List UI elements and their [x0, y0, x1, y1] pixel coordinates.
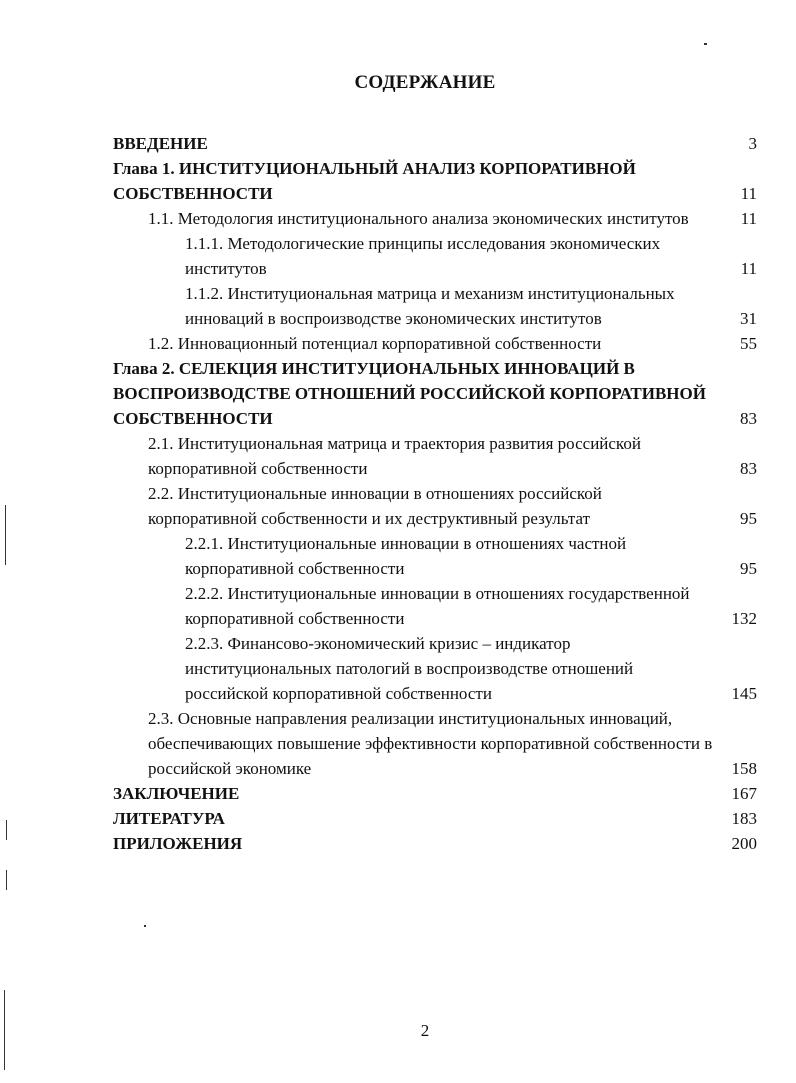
- toc-entry-text: Глава 1. ИНСТИТУЦИОНАЛЬНЫЙ АНАЛИЗ КОРПОРАТИВНОЙ СОБСТВЕННОСТИ: [113, 159, 636, 203]
- toc-entry-text: 1.2. Инновационный потенциал корпоративной собственности: [148, 334, 602, 353]
- toc-entry-text: 1.1.2. Институциональная матрица и механизм институциональных инноваций в воспроизводстве экономических институтов: [185, 284, 675, 328]
- toc-entry-text: 2.3. Основные направления реализации институциональных инноваций, обеспечивающих повышение эффективности корпоративной собственности в российской экономике: [148, 709, 713, 778]
- toc-entry-page: 31: [740, 309, 757, 328]
- toc-entry-page: 158: [731, 759, 757, 778]
- page-number: 2: [420, 1021, 430, 1040]
- toc-entry-text: 2.1. Институциональная матрица и траектория развития российской корпоративной собственности: [148, 434, 641, 478]
- scan-artifact: [144, 925, 146, 927]
- toc-entry-page: 145: [731, 684, 757, 703]
- toc-entry-page: 11: [740, 259, 757, 278]
- toc-entry-page: 11: [740, 184, 757, 203]
- toc-entry-section-2-3: [113, 706, 763, 781]
- scan-artifact: [4, 990, 5, 1070]
- toc-entry-page: 83: [740, 409, 757, 428]
- toc-entry-text: ЗАКЛЮЧЕНИЕ: [113, 784, 240, 803]
- toc-entry-text: ВВЕДЕНИЕ: [113, 134, 208, 153]
- scan-artifact: [704, 43, 707, 45]
- toc-entry-text: 2.2.2. Институциональные инновации в отношениях государственной корпоративной собственности: [185, 584, 690, 628]
- toc-entry-page: 11: [740, 209, 757, 228]
- toc-entry-page: 95: [740, 559, 757, 578]
- scan-artifact: [6, 870, 7, 890]
- toc-entry-text: ПРИЛОЖЕНИЯ: [113, 834, 243, 853]
- toc-entry-page: 55: [740, 334, 757, 353]
- toc-entry-page: 132: [731, 609, 757, 628]
- toc-entry-text: 2.2.1. Институциональные инновации в отношениях частной корпоративной собственности: [185, 534, 627, 578]
- toc-entry-text: 1.1.1. Методологические принципы исследования экономических институтов: [185, 234, 661, 278]
- toc-entry-text: 1.1. Методология институционального анализа экономических институтов: [148, 209, 689, 228]
- toc-entry-text: ЛИТЕРАТУРА: [113, 809, 225, 828]
- toc-entry-text: 2.2.3. Финансово-экономический кризис – индикатор институциональных патологий в воспроизводстве отношений российской корпоративной собственности: [185, 634, 634, 703]
- toc-entry-section-1-2: [113, 331, 763, 356]
- toc-entry-section-1-1: [113, 206, 763, 231]
- toc-entry-subsection-2-2-3: [113, 631, 763, 706]
- scan-artifact: [6, 820, 7, 840]
- toc-entry-subsection-1-1-1: [113, 231, 763, 281]
- toc-entry-introduction: [113, 131, 763, 156]
- toc-entry-subsection-1-1-2: [113, 281, 763, 331]
- toc-entry-page: 167: [731, 784, 757, 803]
- toc-entry-page: 3: [748, 134, 757, 153]
- toc-entry-page: 95: [740, 509, 757, 528]
- toc-entry-section-2-1: [113, 431, 763, 481]
- toc-entry-chapter-1: [113, 156, 763, 206]
- toc-entry-section-2-2: [113, 481, 763, 531]
- toc-entry-text: Глава 2. СЕЛЕКЦИЯ ИНСТИТУЦИОНАЛЬНЫХ ИННОВАЦИЙ В ВОСПРОИЗВОДСТВЕ ОТНОШЕНИЙ РОССИЙСКОЙ КОРПОРАТИВНОЙ СОБСТВЕННОСТИ: [113, 359, 706, 428]
- toc-entry-subsection-2-2-2: [113, 581, 763, 631]
- toc-entry-page: 83: [740, 459, 757, 478]
- toc-entry-chapter-2: [113, 356, 763, 431]
- toc-entry-conclusion: [113, 781, 763, 806]
- toc-entry-subsection-2-2-1: [113, 531, 763, 581]
- toc-entry-page: 200: [731, 834, 757, 853]
- toc-entry-appendices: [113, 831, 763, 856]
- toc-entry-text: 2.2. Институциональные инновации в отношениях российской корпоративной собственности и их деструктивный результат: [148, 484, 602, 528]
- toc-entry-literature: [113, 806, 763, 831]
- page-title: СОДЕРЖАНИЕ: [354, 72, 496, 93]
- toc-entry-page: 183: [731, 809, 757, 828]
- scan-artifact: [5, 505, 6, 565]
- table-of-contents: [113, 131, 763, 856]
